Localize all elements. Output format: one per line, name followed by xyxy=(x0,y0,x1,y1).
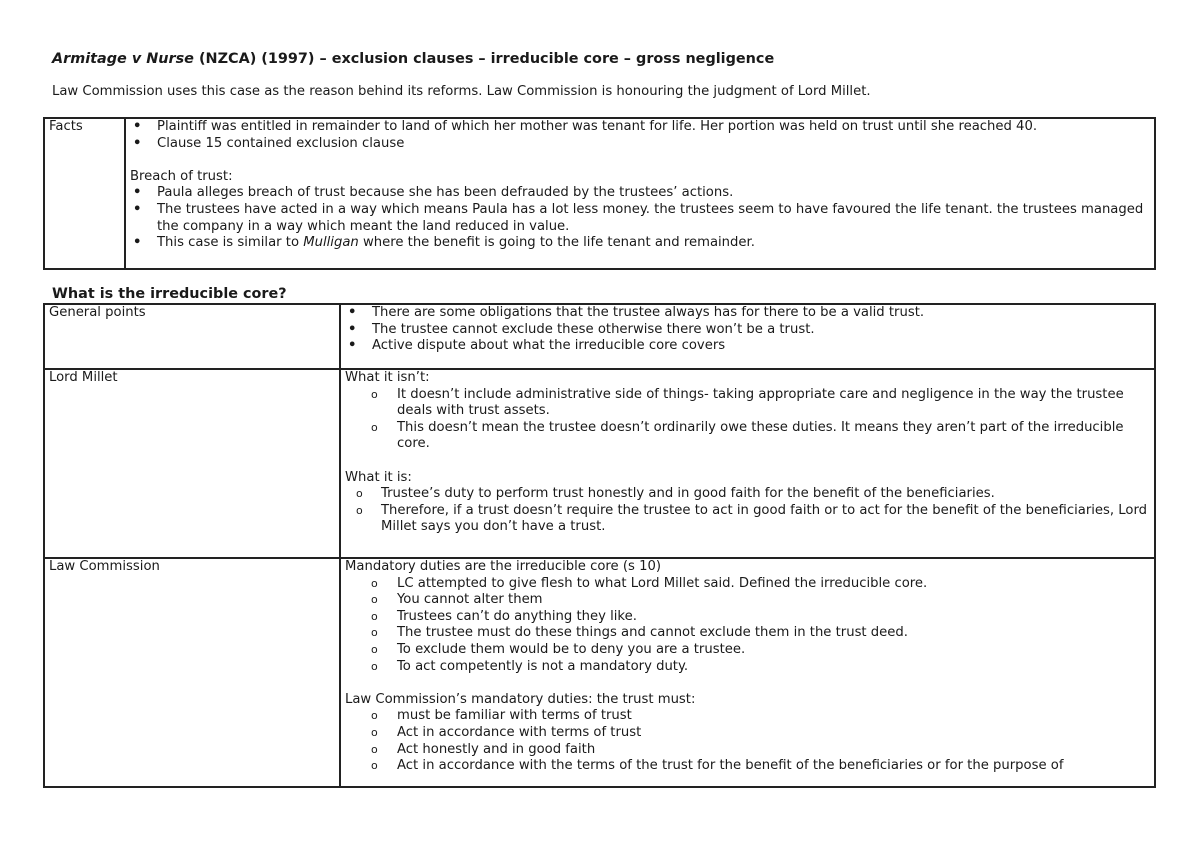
list-item: o Trustees can’t do anything they like. xyxy=(345,609,1150,626)
breach-heading: Breach of trust: xyxy=(130,168,233,184)
breach-bullet: • The trustees have acted in a way which means Paula has a lot less money. the trustees seem to have favoured the life tenant. the trustees managed the company in a way which meant the land reduced in value. xyxy=(130,202,1150,235)
list-item: o You cannot alter them xyxy=(345,592,1150,609)
row-content xyxy=(340,369,1155,558)
facts-row xyxy=(44,118,1155,269)
case-reference: Mulligan xyxy=(303,235,359,251)
facts-bullet: • Clause 15 contained exclusion clause xyxy=(130,136,1150,153)
case-title xyxy=(52,50,774,68)
general-bullet: • There are some obligations that the trustee always has for there to be a valid trust. xyxy=(345,305,1150,322)
general-bullet: • The trustee cannot exclude these otherwise there won’t be a trust. xyxy=(345,322,1150,339)
breach-bullet-list xyxy=(130,185,1150,251)
list-item: o The trustee must do these things and cannot exclude them in the trust deed. xyxy=(345,625,1150,642)
list-item: o must be familiar with terms of trust xyxy=(345,708,1150,725)
general-bullet: • Active dispute about what the irreducible core covers xyxy=(345,338,1150,355)
duties-list xyxy=(345,708,1150,774)
case-title-rest: (NZCA) (1997) – exclusion clauses – irreducible core – gross negligence xyxy=(193,51,775,67)
row-label: Lord Millet xyxy=(44,369,340,558)
facts-bullet-list xyxy=(130,119,1150,152)
row-content xyxy=(340,558,1155,787)
lord-millet-row xyxy=(44,369,1155,558)
list-item: o To act competently is not a mandatory duty. xyxy=(345,659,1150,676)
subheading: Mandatory duties are the irreducible core (s 10) xyxy=(345,559,661,574)
case-name: Armitage v Nurse xyxy=(52,51,194,67)
subheading: Law Commission’s mandatory duties: the trust must: xyxy=(345,691,696,707)
row-label: General points xyxy=(44,304,340,369)
breach-bullet-text: where the benefit is going to the life tenant and remainder. xyxy=(358,235,755,251)
isnt-list xyxy=(345,387,1150,453)
list-item: o Act honestly and in good faith xyxy=(345,742,1150,759)
irreducible-core-table xyxy=(43,303,1156,788)
general-bullet-list xyxy=(345,305,1150,355)
list-item: o To exclude them would be to deny you are a trustee. xyxy=(345,642,1150,659)
list-item: o This doesn’t mean the trustee doesn’t ordinarily owe these duties. It means they aren’t part of the irreducible core. xyxy=(345,420,1150,453)
breach-bullet-text: This case is similar to xyxy=(157,235,304,251)
list-item: o Act in accordance with terms of trust xyxy=(345,725,1150,742)
general-points-row xyxy=(44,304,1155,369)
subheading: What it is: xyxy=(345,469,412,485)
facts-content xyxy=(125,118,1155,269)
facts-table xyxy=(43,117,1156,270)
facts-label: Facts xyxy=(44,118,125,269)
lc-list xyxy=(345,576,1150,676)
list-item: o Act in accordance with the terms of the trust for the benefit of the beneficiaries or for the purpose of xyxy=(345,758,1150,775)
row-content xyxy=(340,304,1155,369)
subheading: What it isn’t: xyxy=(345,370,430,385)
breach-bullet xyxy=(130,235,1150,252)
intro-paragraph: Law Commission uses this case as the reason behind its reforms. Law Commission is honouring the judgment of Lord Millet. xyxy=(52,84,871,99)
facts-bullet: • Plaintiff was entitled in remainder to land of which her mother was tenant for life. Her portion was held on trust until she reached 40. xyxy=(130,119,1150,136)
list-item: o It doesn’t include administrative side of things- taking appropriate care and negligence in the way the trustee deals with trust assets. xyxy=(345,387,1150,420)
list-item: o Trustee’s duty to perform trust honestly and in good faith for the benefit of the beneficiaries. xyxy=(345,486,1150,503)
list-item: o LC attempted to give flesh to what Lord Millet said. Defined the irreducible core. xyxy=(345,576,1150,593)
is-list xyxy=(345,486,1150,536)
list-item: o Therefore, if a trust doesn’t require the trustee to act in good faith or to act for the benefit of the beneficiaries, Lord Millet says you don’t have a trust. xyxy=(345,503,1150,536)
law-commission-row xyxy=(44,558,1155,787)
breach-bullet: • Paula alleges breach of trust because she has been defrauded by the trustees’ actions. xyxy=(130,185,1150,202)
section-heading: What is the irreducible core? xyxy=(52,286,287,302)
row-label: Law Commission xyxy=(44,558,340,787)
